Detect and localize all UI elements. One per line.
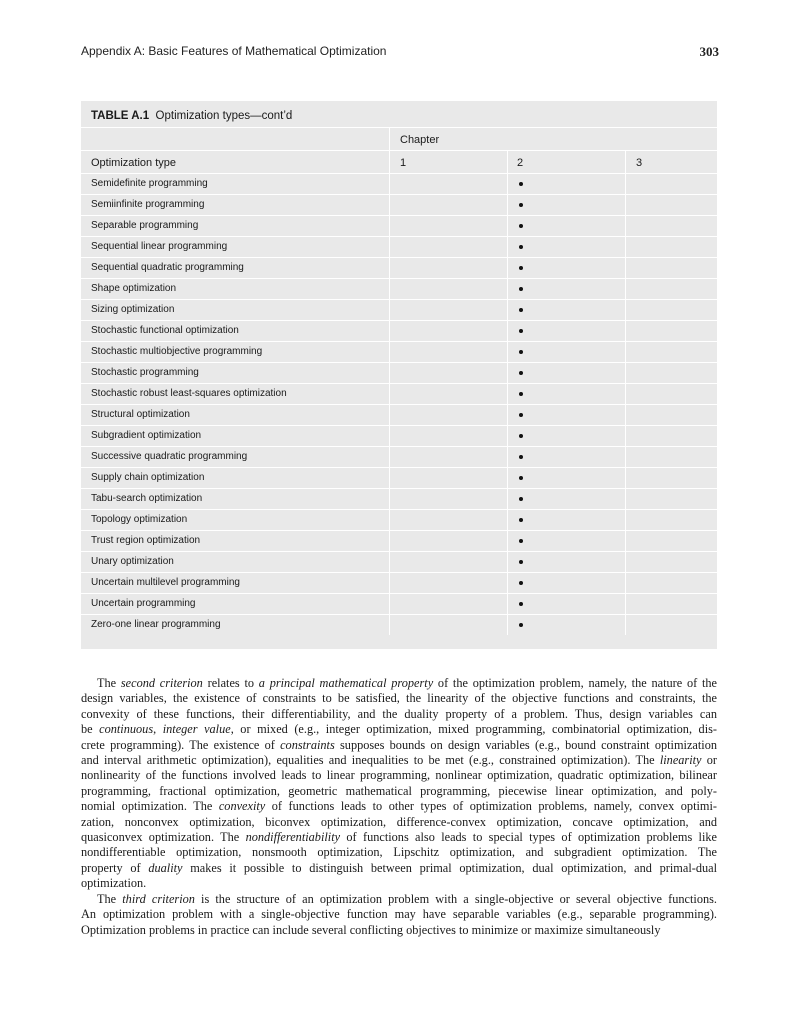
chapter-2-cell [507,258,625,278]
text-segment: relates to [202,676,259,690]
optimization-type-cell: Uncertain multilevel programming [91,577,240,588]
chapter-3-cell [625,531,717,551]
text-segment: and interval arithmetic optimization), equalities and inequalities to be met (e.g., constrained optimization). The [81,753,660,768]
table-row [81,551,717,572]
table-row [81,614,717,635]
optimization-type-cell: Stochastic functional optimization [91,325,239,336]
optimization-type-cell: Sequential linear programming [91,241,228,252]
chapter-2-cell [507,468,625,488]
chapter-3-cell [625,489,717,509]
table-row [81,425,717,446]
table-row [81,488,717,509]
bullet-mark-icon [519,392,523,396]
chapter-1-cell [389,531,507,551]
running-head-title: Appendix A: Basic Features of Mathematical Optimization [81,44,387,58]
table-body [81,127,717,635]
text-segment: convexity of these functions, their differentiability, and the duality property of a problem. Thus, design variables can [81,706,717,721]
table-row [81,173,717,194]
text-segment: of functions also leads to special types of optimization problems like [340,830,717,845]
text-line [81,691,717,706]
table-row [81,299,717,320]
chapter-1-cell [389,321,507,341]
optimization-type-cell: Stochastic robust least-squares optimization [91,388,287,399]
table-row [81,341,717,362]
chapter-1-cell [389,195,507,215]
bullet-mark-icon [519,203,523,207]
chapter-2-cell [507,237,625,257]
text-line [81,799,717,814]
emphasis-text: a principal mathematical property [258,676,434,690]
emphasis-text: convexity [218,799,266,814]
chapter-2-header: 2 [507,151,625,173]
optimization-type-cell: Zero-one linear programming [91,619,221,630]
text-segment: Optimization problems in practice can include several conflicting objectives to minimize or maximize simultaneously [81,922,661,937]
bullet-mark-icon [519,455,523,459]
text-segment: quasiconvex optimization. The [81,830,246,845]
optimization-type-cell: Structural optimization [91,409,190,420]
chapter-3-cell [625,363,717,383]
text-segment: of functions leads to other types of optimization problems, namely, convex optimi- [265,799,717,814]
chapter-3-cell [625,594,717,614]
chapter-3-cell [625,510,717,530]
optimization-type-cell: Uncertain programming [91,598,196,609]
chapter-3-cell [625,195,717,215]
chapter-1-cell [389,384,507,404]
table-row [81,467,717,488]
chapter-3-cell [625,300,717,320]
table-row [81,530,717,551]
emphasis-text: second criterion [120,676,203,690]
text-segment: supposes bounds on design variables (e.g., bound constraint optimization [334,737,717,752]
chapter-1-cell [389,468,507,488]
bullet-mark-icon [519,560,523,564]
text-line [81,876,717,891]
text-line [81,830,717,845]
bullet-mark-icon [519,329,523,333]
table-row [81,320,717,341]
chapter-2-cell [507,573,625,593]
optimization-type-cell: Topology optimization [91,514,188,525]
chapter-1-cell [389,615,507,635]
text-line [81,923,717,938]
chapter-1-cell [389,258,507,278]
chapter-2-cell [507,300,625,320]
emphasis-text: nondifferentiability [245,830,341,845]
chapter-2-cell [507,216,625,236]
chapter-3-cell [625,552,717,572]
chapter-3-cell [625,216,717,236]
chapter-3-cell [625,615,717,635]
optimization-type-cell: Semiinfinite programming [91,199,205,210]
chapter-1-cell [389,573,507,593]
optimization-types-table [81,101,717,649]
bullet-mark-icon [519,434,523,438]
text-segment: The [97,676,121,690]
optimization-type-cell: Shape optimization [91,283,177,294]
emphasis-text: third criterion [122,891,195,906]
text-line [81,768,717,783]
chapter-1-cell [389,300,507,320]
table-header-chapter-row [81,127,717,150]
header-empty-cell [81,128,389,150]
bullet-mark-icon [519,476,523,480]
text-line [81,815,717,830]
table-row [81,404,717,425]
page-number: 303 [699,44,719,59]
chapter-3-cell [625,258,717,278]
chapter-2-cell [507,594,625,614]
optimization-type-header: Optimization type [91,157,176,169]
chapter-2-cell [507,405,625,425]
chapter-3-cell [625,426,717,446]
table-row [81,236,717,257]
text-segment: optimization. [81,876,147,891]
text-segment: be [81,722,100,737]
text-line [81,707,717,722]
table-row [81,257,717,278]
text-segment: zation, nonconvex optimization, biconvex optimization, difference-convex optimization, concave optimization, and [81,814,717,829]
text-segment: nondifferentiable optimization, nonsmooth optimization, Lipschitz optimization, and subgradient optimization. The [81,845,717,860]
table-caption [91,110,292,122]
chapter-3-cell [625,468,717,488]
text-line [81,753,717,768]
bullet-mark-icon [519,266,523,270]
text-segment: or [701,753,717,768]
chapter-2-cell [507,384,625,404]
text-line [81,738,717,753]
emphasis-text: duality [148,860,183,875]
optimization-type-cell: Successive quadratic programming [91,451,248,462]
chapter-1-cell [389,594,507,614]
bullet-mark-icon [519,497,523,501]
bullet-mark-icon [519,623,523,627]
bullet-mark-icon [519,602,523,606]
optimization-type-cell: Semidefinite programming [91,178,208,189]
table-row [81,509,717,530]
text-segment: property of [81,860,149,875]
chapter-3-header: 3 [625,151,717,173]
paragraph [81,892,717,938]
bullet-mark-icon [519,518,523,522]
chapter-3-cell [625,405,717,425]
optimization-type-cell: Supply chain optimization [91,472,205,483]
emphasis-text: integer value [162,722,231,737]
table-row [81,362,717,383]
chapter-3-cell [625,447,717,467]
text-segment: nomial optimization. The [81,799,219,814]
chapter-1-header: 1 [389,151,507,173]
chapter-1-cell [389,174,507,194]
text-segment: of the optimization problem, namely, the nature of the [433,676,717,690]
paragraph [81,676,717,892]
table-label: TABLE A.1 [91,110,150,122]
text-segment: makes it possible to distinguish between primal optimization, dual optimization, and primal-dual [182,860,717,875]
body-text [81,676,717,938]
chapter-2-cell [507,195,625,215]
emphasis-text: continuous [99,722,154,737]
chapter-3-cell [625,279,717,299]
text-line [81,784,717,799]
emphasis-text: linearity [659,753,702,768]
chapter-2-cell [507,510,625,530]
optimization-type-cell: Subgradient optimization [91,430,202,441]
emphasis-text: constraints [280,737,335,752]
running-head [81,42,719,60]
table-caption-text: Optimization types—cont’d [155,110,293,122]
table-row [81,215,717,236]
text-line [81,845,717,860]
optimization-type-cell: Stochastic multiobjective programming [91,346,263,357]
chapter-2-cell [507,363,625,383]
table-row [81,278,717,299]
optimization-type-cell: Sizing optimization [91,304,175,315]
bullet-mark-icon [519,581,523,585]
chapter-2-cell [507,531,625,551]
chapter-2-cell [507,279,625,299]
text-segment: nonlinearity of the functions involved leads to linear programming, nonlinear optimization, quadratic optimization, bilinear [81,768,717,783]
chapter-2-cell [507,489,625,509]
chapter-2-cell [507,615,625,635]
table-row [81,572,717,593]
bullet-mark-icon [519,224,523,228]
chapter-3-cell [625,573,717,593]
chapter-1-cell [389,279,507,299]
optimization-type-cell: Separable programming [91,220,199,231]
chapter-1-cell [389,342,507,362]
text-segment: The [97,891,123,906]
text-segment: , or mixed (e.g., integer optimization, mixed programming, combinatorial optimization, dis- [230,722,717,737]
chapter-header: Chapter [389,128,717,150]
bullet-mark-icon [519,308,523,312]
chapter-2-cell [507,321,625,341]
bullet-mark-icon [519,182,523,186]
text-line [81,892,717,907]
chapter-2-cell [507,552,625,572]
text-line [81,907,717,922]
text-line [81,722,717,737]
chapter-1-cell [389,237,507,257]
table-row [81,194,717,215]
bullet-mark-icon [519,350,523,354]
chapter-1-cell [389,216,507,236]
optimization-type-cell: Sequential quadratic programming [91,262,244,273]
bullet-mark-icon [519,413,523,417]
chapter-3-cell [625,321,717,341]
text-segment: programming, fractional optimization, geometric mathematical programming, piecewise linear optimization, and poly- [81,783,717,798]
chapter-1-cell [389,510,507,530]
chapter-2-cell [507,447,625,467]
text-segment: design variables, the existence of constraints to be satisfied, the linearity of the objective functions and constraints, the [81,691,717,706]
chapter-1-cell [389,426,507,446]
chapter-2-cell [507,174,625,194]
chapter-3-cell [625,342,717,362]
chapter-1-cell [389,447,507,467]
chapter-3-cell [625,237,717,257]
chapter-3-cell [625,174,717,194]
optimization-type-cell: Stochastic programming [91,367,199,378]
text-segment: crete programming). The existence of [81,737,281,752]
text-segment: , [153,722,163,737]
table-row [81,446,717,467]
chapter-2-cell [507,426,625,446]
table-row [81,383,717,404]
optimization-type-cell: Tabu-search optimization [91,493,203,504]
bullet-mark-icon [519,539,523,543]
bullet-mark-icon [519,287,523,291]
text-line [81,861,717,876]
table-header-row [81,150,717,173]
chapter-2-cell [507,342,625,362]
chapter-1-cell [389,489,507,509]
optimization-type-cell: Unary optimization [91,556,174,567]
optimization-type-cell: Trust region optimization [91,535,201,546]
bullet-mark-icon [519,245,523,249]
bullet-mark-icon [519,371,523,375]
chapter-1-cell [389,552,507,572]
table-row [81,593,717,614]
chapter-3-cell [625,384,717,404]
chapter-1-cell [389,405,507,425]
text-segment: is the structure of an optimization problem with a single-objective or several objective functions. [194,891,717,906]
text-segment: An optimization problem with a single-objective function may have separable variables (e.g., separable programming). [81,907,717,922]
chapter-1-cell [389,363,507,383]
text-line [81,676,717,691]
